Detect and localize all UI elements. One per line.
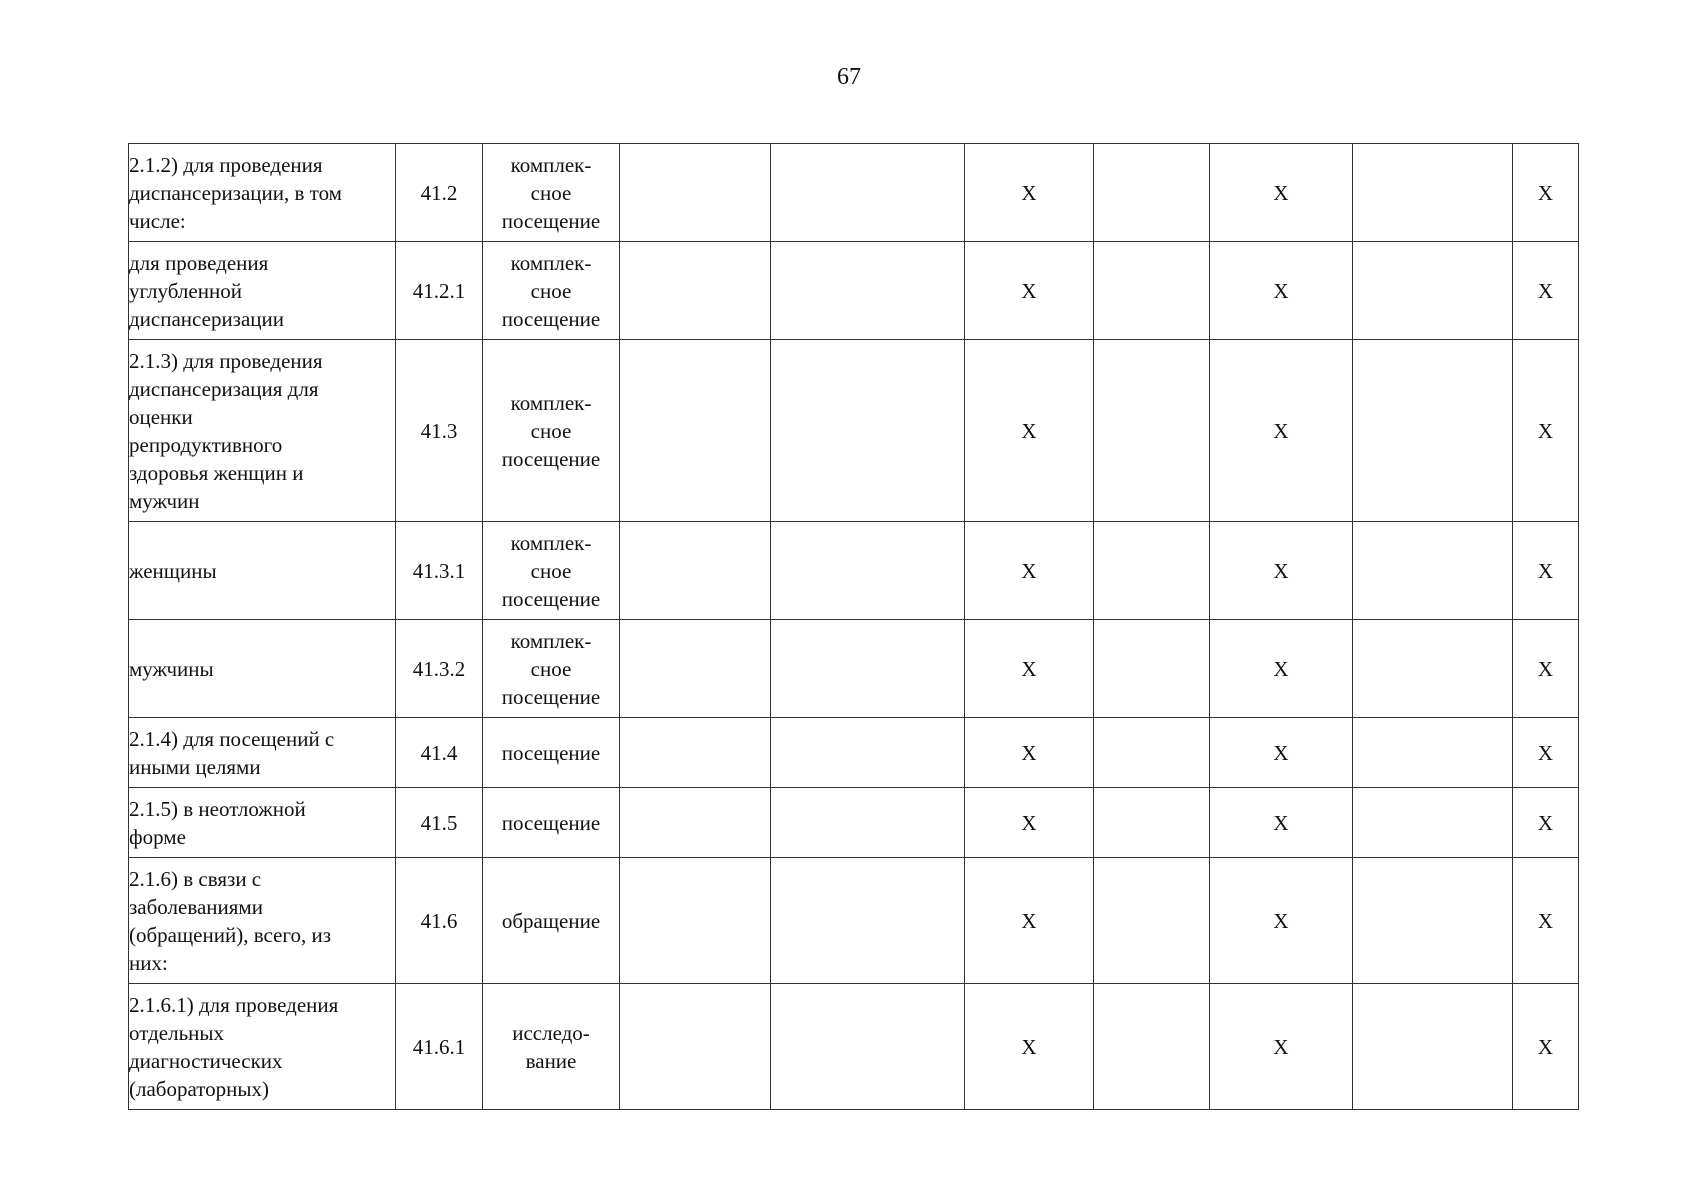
row-unit: исследо- вание [483, 984, 620, 1110]
x-mark: Х [1513, 718, 1579, 788]
empty-cell [1094, 620, 1210, 718]
empty-cell [771, 858, 965, 984]
empty-cell [771, 144, 965, 242]
empty-cell [620, 858, 771, 984]
x-mark: Х [1210, 984, 1353, 1110]
x-mark: Х [1513, 522, 1579, 620]
row-unit: посещение [483, 718, 620, 788]
row-code: 41.6 [396, 858, 483, 984]
empty-cell [1353, 340, 1513, 522]
x-mark: Х [1513, 340, 1579, 522]
x-mark: Х [1513, 620, 1579, 718]
table-row [129, 340, 1579, 522]
row-unit: комплек- сное посещение [483, 144, 620, 242]
empty-cell [1353, 984, 1513, 1110]
row-code: 41.3.1 [396, 522, 483, 620]
row-name: 2.1.2) для проведения диспансеризации, в том числе: [129, 144, 396, 242]
page-number: 67 [837, 64, 861, 90]
empty-cell [620, 788, 771, 858]
empty-cell [1353, 788, 1513, 858]
row-code: 41.6.1 [396, 984, 483, 1110]
x-mark: Х [1513, 984, 1579, 1110]
empty-cell [1094, 858, 1210, 984]
table-row [129, 984, 1579, 1110]
x-mark: Х [1210, 788, 1353, 858]
x-mark: Х [1513, 788, 1579, 858]
row-unit: обращение [483, 858, 620, 984]
row-name: 2.1.3) для проведения диспансеризация для оценки репродуктивного здоровья женщин и мужчин [129, 340, 396, 522]
empty-cell [771, 620, 965, 718]
x-mark: Х [1210, 144, 1353, 242]
empty-cell [1094, 788, 1210, 858]
x-mark: Х [1513, 858, 1579, 984]
empty-cell [771, 984, 965, 1110]
row-name: мужчины [129, 620, 396, 718]
x-mark: Х [1210, 858, 1353, 984]
data-table [128, 143, 1579, 1110]
x-mark: Х [1210, 620, 1353, 718]
empty-cell [771, 718, 965, 788]
empty-cell [771, 522, 965, 620]
row-unit: посещение [483, 788, 620, 858]
empty-cell [1094, 718, 1210, 788]
x-mark: Х [965, 858, 1094, 984]
x-mark: Х [1513, 144, 1579, 242]
x-mark: Х [1210, 340, 1353, 522]
table-row [129, 242, 1579, 340]
empty-cell [1094, 242, 1210, 340]
empty-cell [1353, 620, 1513, 718]
empty-cell [620, 144, 771, 242]
row-unit: комплек- сное посещение [483, 620, 620, 718]
row-code: 41.4 [396, 718, 483, 788]
table-row [129, 144, 1579, 242]
empty-cell [620, 718, 771, 788]
empty-cell [1353, 242, 1513, 340]
empty-cell [620, 340, 771, 522]
table-row [129, 522, 1579, 620]
x-mark: Х [1210, 718, 1353, 788]
table-row [129, 858, 1579, 984]
empty-cell [620, 242, 771, 340]
x-mark: Х [965, 788, 1094, 858]
table-row [129, 788, 1579, 858]
x-mark: Х [1210, 242, 1353, 340]
x-mark: Х [965, 718, 1094, 788]
x-mark: Х [1210, 522, 1353, 620]
x-mark: Х [965, 144, 1094, 242]
empty-cell [620, 522, 771, 620]
row-code: 41.3.2 [396, 620, 483, 718]
x-mark: Х [965, 522, 1094, 620]
row-name: для проведения углубленной диспансеризации [129, 242, 396, 340]
empty-cell [1353, 144, 1513, 242]
x-mark: Х [965, 620, 1094, 718]
row-name: 2.1.6) в связи с заболеваниями (обращений), всего, из них: [129, 858, 396, 984]
empty-cell [1094, 144, 1210, 242]
empty-cell [771, 340, 965, 522]
x-mark: Х [965, 340, 1094, 522]
x-mark: Х [1513, 242, 1579, 340]
empty-cell [771, 788, 965, 858]
x-mark: Х [965, 242, 1094, 340]
table-row [129, 718, 1579, 788]
row-unit: комплек- сное посещение [483, 340, 620, 522]
empty-cell [1353, 858, 1513, 984]
row-unit: комплек- сное посещение [483, 522, 620, 620]
row-code: 41.2 [396, 144, 483, 242]
row-code: 41.2.1 [396, 242, 483, 340]
empty-cell [620, 984, 771, 1110]
row-name: женщины [129, 522, 396, 620]
empty-cell [1353, 718, 1513, 788]
empty-cell [1353, 522, 1513, 620]
empty-cell [620, 620, 771, 718]
empty-cell [1094, 340, 1210, 522]
row-code: 41.3 [396, 340, 483, 522]
row-unit: комплек- сное посещение [483, 242, 620, 340]
row-code: 41.5 [396, 788, 483, 858]
table-row [129, 620, 1579, 718]
row-name: 2.1.5) в неотложной форме [129, 788, 396, 858]
x-mark: Х [965, 984, 1094, 1110]
empty-cell [771, 242, 965, 340]
empty-cell [1094, 984, 1210, 1110]
row-name: 2.1.4) для посещений с иными целями [129, 718, 396, 788]
empty-cell [1094, 522, 1210, 620]
row-name: 2.1.6.1) для проведения отдельных диагностических (лабораторных) [129, 984, 396, 1110]
